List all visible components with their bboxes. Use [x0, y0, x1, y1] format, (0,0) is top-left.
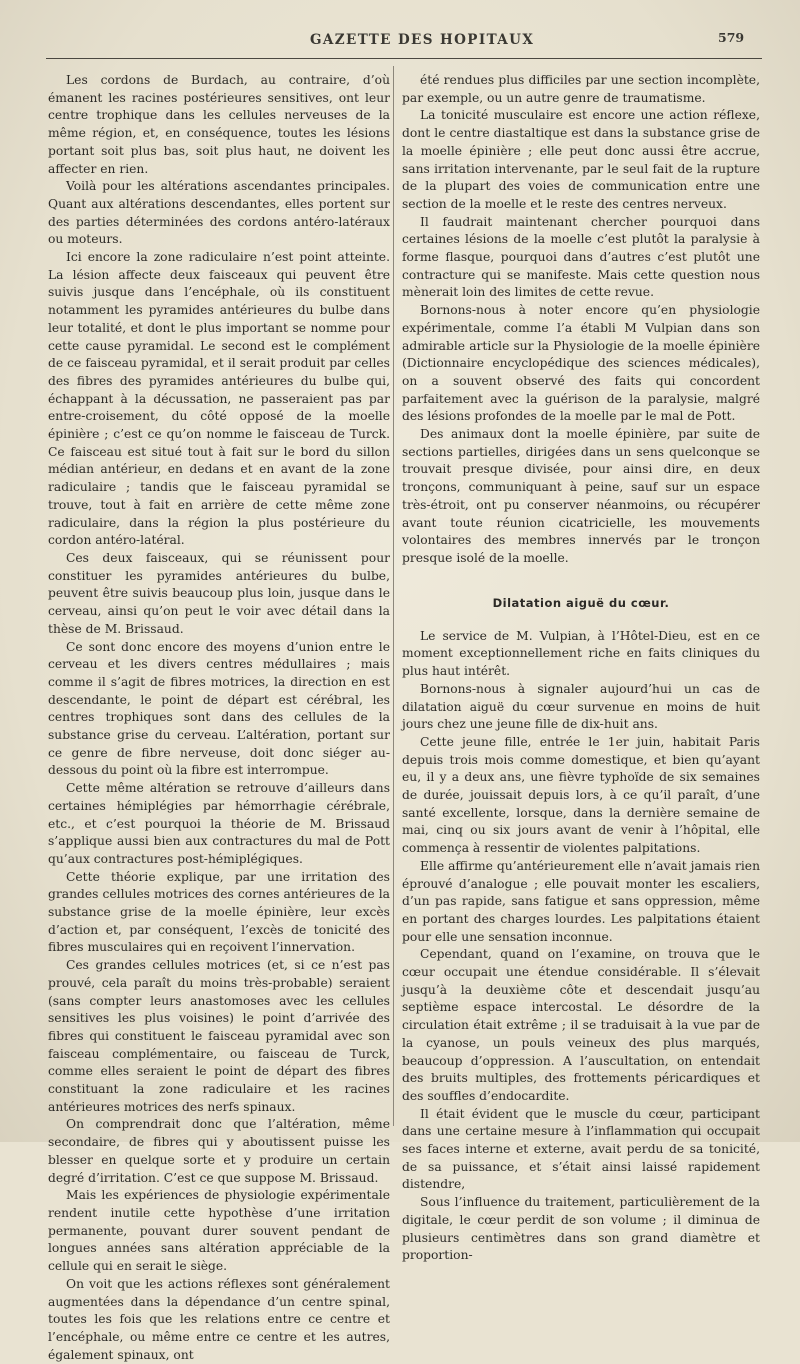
paragraph: Ces deux faisceaux, qui se réunissent pour constituer les pyramides antérieures du bulbe, peuvent être suivis beaucoup plus loin, jusque dans le cerveau, ainsi qu’on peut le voir avec détail dans la thèse de M. Brissaud.: [48, 550, 390, 636]
section-heading: Dilatation aiguë du cœur.: [492, 595, 670, 610]
left-column: [48, 72, 390, 1362]
paragraph: Bornons-nous à signaler aujourd’hui un cas de dilatation aiguë du cœur survenue en moins de huit jours chez une jeune fille de dix-huit ans.: [402, 681, 760, 732]
paragraph: Ici encore la zone radiculaire n’est point atteinte. La lésion affecte deux faisceaux qui peuvent être suivis jusque dans l’encéphale, où ils constituent notamment les pyramides antérieures du bulbe dans leur totalité, et dont le plus important se nomme pour cette cause pyramidal. Le second est le complément de ce faisceau pyramidal, et il serait produit par celles des fibres des pyramides antérieures du bulbe qui, échappant à la décussation, ne passeraient pas par entre-croisement, du côté opposé de la moelle épinière ; c’est ce qu’on nomme le faisceau de Turck. Ce faisceau est situé tout à fait sur le bord du sillon médian antérieur, en dedans et en avant de la zone radiculaire ; tandis que le faisceau pyramidal se trouve, tout à fait en arrière de cette même zone radiculaire, dans la région la plus postérieure du cordon antéro-latéral.: [48, 250, 390, 548]
paragraph: Ces grandes cellules motrices (et, si ce n’est pas prouvé, cela paraît du moins très-probable) seraient (sans compter leurs anastomoses avec les cellules sensitives les plus voisines) le point d’arrivée des fibres qui constituent le faisceau pyramidal avec son faisceau complémentaire, ou faisceau de Turck, comme elles seraient le point de départ des fibres constituant la zone radiculaire et les racines antérieures motrices des nerfs spinaux.: [48, 958, 390, 1114]
running-title: GAZETTE DES HOPITAUX: [310, 32, 535, 48]
paragraph: Elle affirme qu’antérieurement elle n’avait jamais rien éprouvé d’analogue ; elle pouvait monter les escaliers, d’un pas rapide, sans fatigue et sans oppression, même en portant des charges lourdes. Les palpitations étaient pour elle une sensation inconnue.: [402, 858, 760, 944]
paragraph: Voilà pour les altérations ascendantes principales. Quant aux altérations descendantes, elles portent sur des parties déterminées des cordons antéro-latéraux ou moteurs.: [48, 179, 390, 247]
paragraph: Cette théorie explique, par une irritation des grandes cellules motrices des cornes antérieures de la substance grise de la moelle épinière, leur excès d’action et, par conséquent, l’excès de tonicité des fibres musculaires qui en reçoivent l’innervation.: [48, 869, 390, 955]
paragraph: La tonicité musculaire est encore une action réflexe, dont le centre diastaltique est dans la substance grise de la moelle épinière ; elle peut donc aussi être accrue, sans irritation intervenante, par le seul fait de la rupture de la plupart des voies de communication entre une section de la moelle et le reste des centres nerveux.: [402, 108, 760, 211]
paragraph: Cette même altération se retrouve d’ailleurs dans certaines hémiplégies par hémorrhagie cérébrale, etc., et c’est pourquoi la théorie de M. Brissaud s’applique aussi bien aux contractures du mal de Pott qu’aux contractures post-hémiplégiques.: [48, 781, 390, 866]
paragraph: Il était évident que le muscle du cœur, participant dans une certaine mesure à l’inflammation qui occupait ses faces interne et externe, avait perdu de sa tonicité, de sa puissance, et s’était ainsi laissé rapidement distendre,: [402, 1106, 760, 1192]
paragraph: Cette jeune fille, entrée le 1er juin, habitait Paris depuis trois mois comme domestique, et bien qu’ayant eu, il y a deux ans, une fièvre typhoïde de six semaines de durée, jouissait depuis lors, à ce qu’il paraît, d’une santé excellente, lorsque, dans la dernière semaine de mai, cinq ou six jours avant de venir à l’hôpital, elle commença à ressentir de violentes palpitations.: [402, 734, 760, 856]
paragraph: Cependant, quand on l’examine, on trouva que le cœur occupait une étendue considérable. Il s’élevait jusqu’à la deuxième côte et descendait jusqu’au septième espace intercostal. Le désordre de la circulation était extrême ; il se traduisait à la vue par de la cyanose, un pouls veineux des plus marqués, beaucoup d’oppression. A l’auscultation, on entendait des bruits multiples, des frottements péricardiques et des souffles d’endocardite.: [402, 947, 760, 1103]
right-column: [402, 72, 760, 1263]
page-header: [0, 28, 800, 54]
column-divider: [393, 66, 394, 1126]
paragraph: Le service de M. Vulpian, à l’Hôtel-Dieu, est en ce moment exceptionnellement riche en faits cliniques du plus haut intérêt.: [402, 628, 760, 679]
paragraph: Mais les expériences de physiologie expérimentale rendent inutile cette hypothèse d’une irritation permanente, pouvant durer souvent pendant de longues années sans altération appréciable de la cellule qui en serait le siège.: [48, 1188, 390, 1274]
paragraph: Bornons-nous à noter encore qu’en physiologie expérimentale, comme l’a établi M Vulpian dans son admirable article sur la Physiologie de la moelle épinière (Dictionnaire encyclopédique des sciences médicales), on a souvent observé des faits qui concordent parfaitement avec la guérison de la paralysie, malgré des lésions profondes de la moelle par le mal de Pott.: [402, 303, 760, 424]
paragraph: On voit que les actions réflexes sont généralement augmentées dans la dépendance d’un centre spinal, toutes les fois que les relations entre ce centre et l’encéphale, ou même entre ce centre et les autres, également spinaux, ont: [48, 1276, 390, 1362]
paragraph: Des animaux dont la moelle épinière, par suite de sections partielles, dirigées dans un sens quelconque se trouvait presque divisée, pour ainsi dire, en deux tronçons, communiquant à peine, sauf sur un espace très-étroit, ont pu conserver néanmoins, ou récupérer avant toute réunion cicatricielle, les mouvements volontaires des membres innervés par le tronçon presque isolé de la moelle.: [402, 427, 760, 565]
paragraph: Les cordons de Burdach, au contraire, d’où émanent les racines postérieures sensitives, ont leur centre trophique dans les cellules nerveuses de la même région, et, en conséquence, toutes les lésions portant soit plus bas, soit plus haut, ne doivent les affecter en rien.: [48, 73, 390, 176]
paragraph: Il faudrait maintenant chercher pourquoi dans certaines lésions de la moelle c’est plutôt la paralysie à forme flasque, pourquoi dans d’autres c’est plutôt une contracture qui se manifeste. Mais cette question nous mènerait loin des limites de cette revue.: [402, 214, 760, 300]
page-number: 579: [718, 30, 745, 45]
header-rule: [46, 58, 762, 59]
paragraph: Sous l’influence du traitement, particulièrement de la digitale, le cœur perdit de son volume ; il diminua de plusieurs centimètres dans son grand diamètre et proportion-: [402, 1195, 760, 1263]
paragraph: Ce sont donc encore des moyens d’union entre le cerveau et les divers centres médullaires ; mais comme il s’agit de fibres motrices, la direction en est descendante, le point de départ est cérébral, les centres trophiques sont dans des cellules de la substance grise du cerveau. L’altération, portant sur ce genre de fibre nerveuse, doit donc siéger au-dessous du point où la fibre est interrompue.: [48, 639, 390, 778]
paragraph: été rendues plus difficiles par une section incomplète, par exemple, ou un autre genre de traumatisme.: [402, 73, 760, 105]
paragraph: On comprendrait donc que l’altération, même secondaire, de fibres qui y aboutissent puisse les blesser en quelque sorte et y produire un certain degré d’irritation. C’est ce que suppose M. Brissaud.: [48, 1117, 390, 1185]
